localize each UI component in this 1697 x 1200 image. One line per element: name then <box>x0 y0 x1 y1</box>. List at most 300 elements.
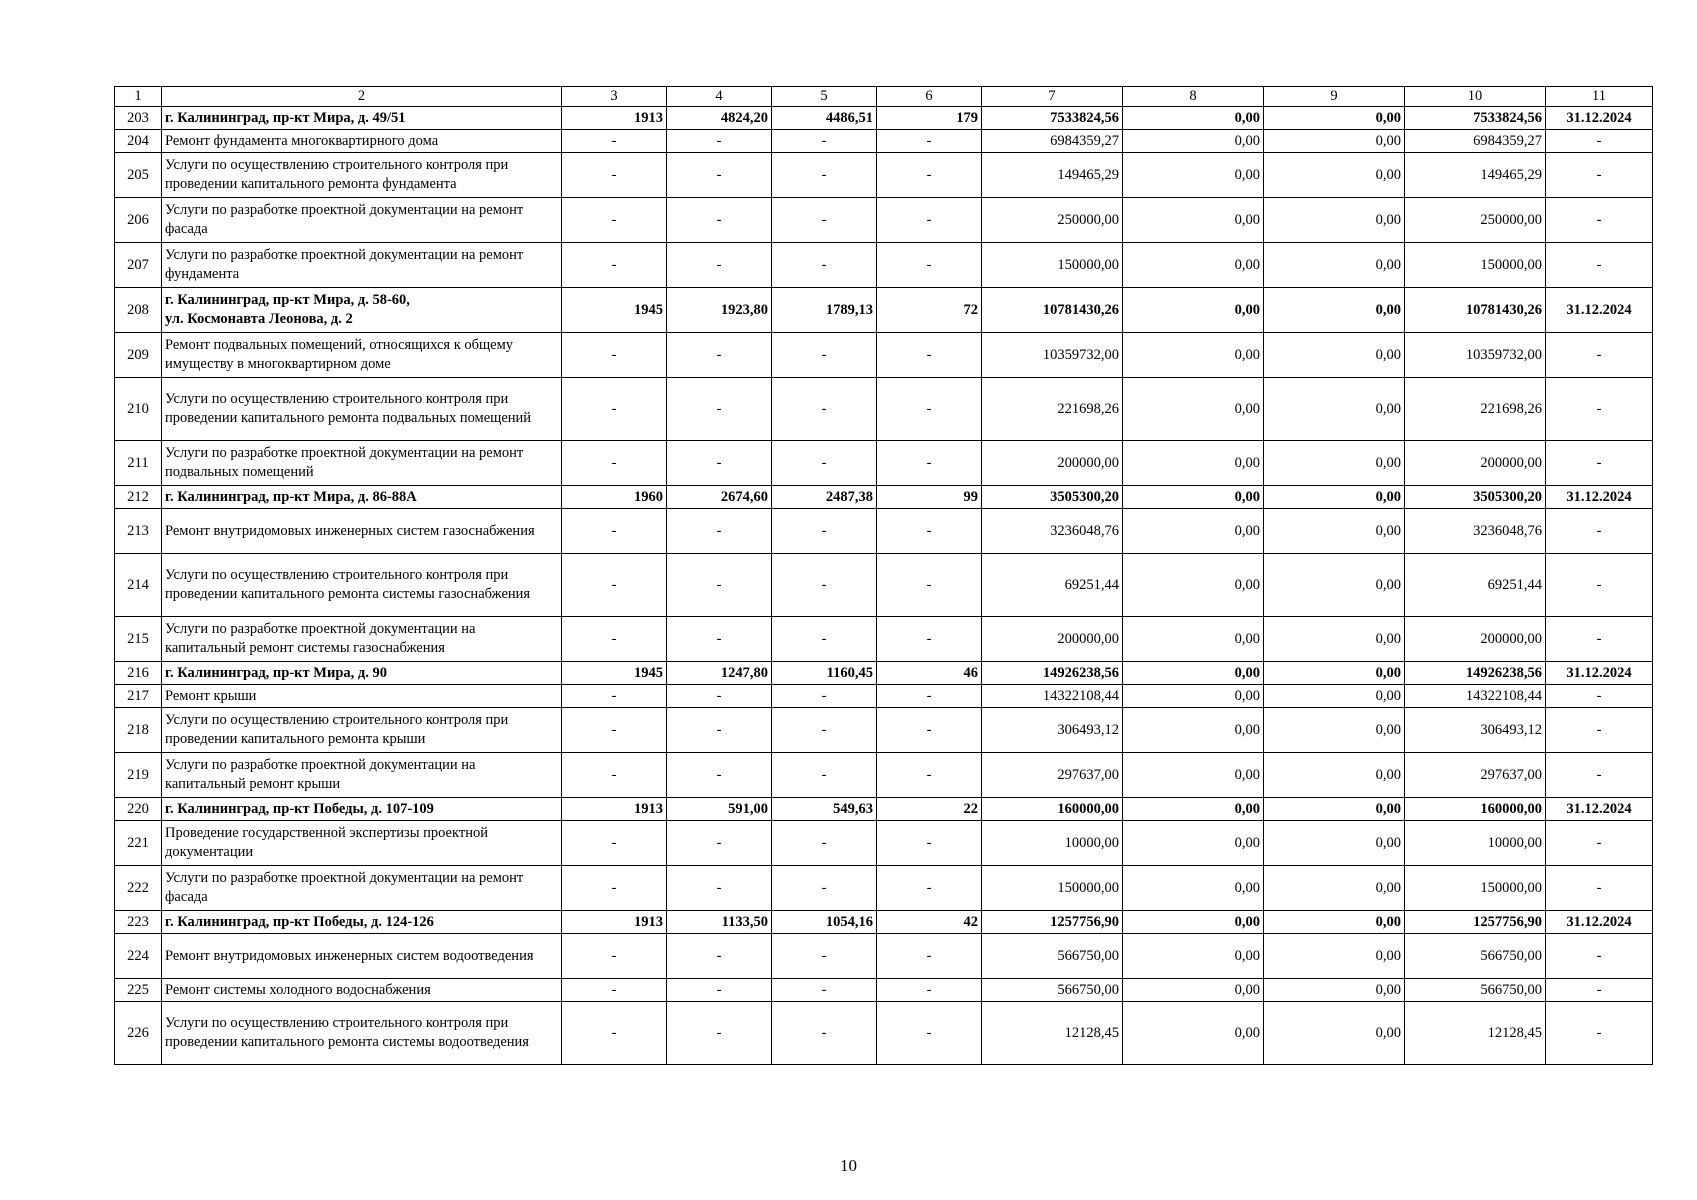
residents-cell: - <box>877 708 982 753</box>
fund-cost-8-cell: 0,00 <box>1123 934 1264 979</box>
total-cost-cell: 69251,44 <box>982 554 1123 617</box>
fund-cost-9-cell: 0,00 <box>1264 243 1405 288</box>
residents-cell: - <box>877 243 982 288</box>
total-cost-cell: 566750,00 <box>982 979 1123 1002</box>
item-name-cell: Ремонт фундамента многоквартирного дома <box>162 130 562 153</box>
work-item-row <box>115 153 1653 198</box>
build-year-cell: - <box>562 708 667 753</box>
fund-cost-8-cell: 0,00 <box>1123 198 1264 243</box>
work-item-row <box>115 617 1653 662</box>
fund-cost-8-cell: 0,00 <box>1123 798 1264 821</box>
living-area-cell: 2487,38 <box>772 486 877 509</box>
completion-date-cell: - <box>1546 153 1653 198</box>
owner-cost-cell: 14322108,44 <box>1405 685 1546 708</box>
owner-cost-cell: 69251,44 <box>1405 554 1546 617</box>
work-item-row <box>115 979 1653 1002</box>
address-row <box>115 911 1653 934</box>
item-name-cell: Ремонт крыши <box>162 685 562 708</box>
work-item-row <box>115 866 1653 911</box>
row-number-cell: 210 <box>115 378 162 441</box>
total-cost-cell: 1257756,90 <box>982 911 1123 934</box>
item-name-cell: Услуги по осуществлению строительного контроля при проведении капитального ремонта системы водоотведения <box>162 1002 562 1065</box>
completion-date-cell: - <box>1546 685 1653 708</box>
completion-date-cell: - <box>1546 333 1653 378</box>
total-cost-cell: 10000,00 <box>982 821 1123 866</box>
work-item-row <box>115 378 1653 441</box>
work-item-row <box>115 1002 1653 1065</box>
completion-date-cell: - <box>1546 441 1653 486</box>
total-cost-cell: 200000,00 <box>982 441 1123 486</box>
living-area-cell: - <box>772 509 877 554</box>
total-cost-cell: 160000,00 <box>982 798 1123 821</box>
header-cell-7: 7 <box>982 87 1123 107</box>
residents-cell: 99 <box>877 486 982 509</box>
fund-cost-8-cell: 0,00 <box>1123 979 1264 1002</box>
build-year-cell: 1960 <box>562 486 667 509</box>
fund-cost-9-cell: 0,00 <box>1264 153 1405 198</box>
work-item-row <box>115 130 1653 153</box>
work-item-row <box>115 198 1653 243</box>
work-item-row <box>115 708 1653 753</box>
owner-cost-cell: 10000,00 <box>1405 821 1546 866</box>
row-number-cell: 213 <box>115 509 162 554</box>
living-area-cell: - <box>772 198 877 243</box>
owner-cost-cell: 200000,00 <box>1405 617 1546 662</box>
total-area-cell: - <box>667 1002 772 1065</box>
owner-cost-cell: 221698,26 <box>1405 378 1546 441</box>
living-area-cell: - <box>772 441 877 486</box>
row-number-cell: 207 <box>115 243 162 288</box>
owner-cost-cell: 200000,00 <box>1405 441 1546 486</box>
completion-date-cell: - <box>1546 198 1653 243</box>
item-name-cell: г. Калининград, пр-кт Победы, д. 107-109 <box>162 798 562 821</box>
item-name-cell: Услуги по разработке проектной документации на ремонт фасада <box>162 198 562 243</box>
row-number-cell: 224 <box>115 934 162 979</box>
build-year-cell: - <box>562 441 667 486</box>
living-area-cell: - <box>772 685 877 708</box>
completion-date-cell: 31.12.2024 <box>1546 662 1653 685</box>
row-number-cell: 214 <box>115 554 162 617</box>
completion-date-cell: 31.12.2024 <box>1546 107 1653 130</box>
item-name-cell: Услуги по осуществлению строительного контроля при проведении капитального ремонта крыши <box>162 708 562 753</box>
build-year-cell: - <box>562 866 667 911</box>
living-area-cell: - <box>772 378 877 441</box>
total-cost-cell: 12128,45 <box>982 1002 1123 1065</box>
build-year-cell: 1913 <box>562 911 667 934</box>
total-area-cell: 1247,80 <box>667 662 772 685</box>
table-body <box>115 87 1653 1065</box>
row-number-cell: 205 <box>115 153 162 198</box>
fund-cost-9-cell: 0,00 <box>1264 979 1405 1002</box>
residents-cell: - <box>877 979 982 1002</box>
owner-cost-cell: 3505300,20 <box>1405 486 1546 509</box>
total-area-cell: - <box>667 753 772 798</box>
work-item-row <box>115 685 1653 708</box>
header-cell-6: 6 <box>877 87 982 107</box>
page-number: 10 <box>840 1156 857 1175</box>
work-item-row <box>115 753 1653 798</box>
living-area-cell: - <box>772 333 877 378</box>
fund-cost-9-cell: 0,00 <box>1264 1002 1405 1065</box>
total-cost-cell: 10359732,00 <box>982 333 1123 378</box>
total-cost-cell: 566750,00 <box>982 934 1123 979</box>
item-name-cell: Услуги по осуществлению строительного контроля при проведении капитального ремонта системы газоснабжения <box>162 554 562 617</box>
header-cell-1: 1 <box>115 87 162 107</box>
build-year-cell: - <box>562 509 667 554</box>
owner-cost-cell: 160000,00 <box>1405 798 1546 821</box>
total-cost-cell: 149465,29 <box>982 153 1123 198</box>
work-item-row <box>115 934 1653 979</box>
row-number-cell: 218 <box>115 708 162 753</box>
fund-cost-8-cell: 0,00 <box>1123 333 1264 378</box>
address-row <box>115 662 1653 685</box>
completion-date-cell: - <box>1546 753 1653 798</box>
item-name-cell: Услуги по разработке проектной документации на ремонт фасада <box>162 866 562 911</box>
header-cell-8: 8 <box>1123 87 1264 107</box>
build-year-cell: - <box>562 934 667 979</box>
fund-cost-9-cell: 0,00 <box>1264 107 1405 130</box>
total-area-cell: - <box>667 554 772 617</box>
owner-cost-cell: 1257756,90 <box>1405 911 1546 934</box>
fund-cost-9-cell: 0,00 <box>1264 288 1405 333</box>
fund-cost-8-cell: 0,00 <box>1123 378 1264 441</box>
build-year-cell: - <box>562 685 667 708</box>
residents-cell: - <box>877 378 982 441</box>
work-item-row <box>115 509 1653 554</box>
fund-cost-8-cell: 0,00 <box>1123 509 1264 554</box>
fund-cost-8-cell: 0,00 <box>1123 486 1264 509</box>
total-area-cell: 591,00 <box>667 798 772 821</box>
item-name-cell: г. Калининград, пр-кт Мира, д. 58-60, ул. Космонавта Леонова, д. 2 <box>162 288 562 333</box>
item-name-cell: Ремонт внутридомовых инженерных систем водоотведения <box>162 934 562 979</box>
work-item-row <box>115 333 1653 378</box>
row-number-cell: 206 <box>115 198 162 243</box>
build-year-cell: - <box>562 821 667 866</box>
owner-cost-cell: 297637,00 <box>1405 753 1546 798</box>
item-name-cell: Ремонт подвальных помещений, относящихся к общему имуществу в многоквартирном доме <box>162 333 562 378</box>
row-number-cell: 204 <box>115 130 162 153</box>
total-area-cell: - <box>667 685 772 708</box>
row-number-cell: 211 <box>115 441 162 486</box>
build-year-cell: - <box>562 333 667 378</box>
completion-date-cell: - <box>1546 821 1653 866</box>
residents-cell: - <box>877 554 982 617</box>
fund-cost-9-cell: 0,00 <box>1264 685 1405 708</box>
item-name-cell: Услуги по разработке проектной документации на ремонт подвальных помещений <box>162 441 562 486</box>
build-year-cell: - <box>562 378 667 441</box>
total-cost-cell: 10781430,26 <box>982 288 1123 333</box>
total-cost-cell: 14322108,44 <box>982 685 1123 708</box>
completion-date-cell: - <box>1546 243 1653 288</box>
total-area-cell: - <box>667 866 772 911</box>
living-area-cell: - <box>772 1002 877 1065</box>
header-cell-3: 3 <box>562 87 667 107</box>
fund-cost-9-cell: 0,00 <box>1264 509 1405 554</box>
item-name-cell: г. Калининград, пр-кт Мира, д. 86-88А <box>162 486 562 509</box>
total-area-cell: - <box>667 441 772 486</box>
item-name-cell: Ремонт системы холодного водоснабжения <box>162 979 562 1002</box>
owner-cost-cell: 150000,00 <box>1405 243 1546 288</box>
fund-cost-8-cell: 0,00 <box>1123 753 1264 798</box>
header-cell-10: 10 <box>1405 87 1546 107</box>
fund-cost-9-cell: 0,00 <box>1264 554 1405 617</box>
build-year-cell: - <box>562 1002 667 1065</box>
living-area-cell: - <box>772 243 877 288</box>
fund-cost-9-cell: 0,00 <box>1264 798 1405 821</box>
item-name-cell: г. Калининград, пр-кт Победы, д. 124-126 <box>162 911 562 934</box>
fund-cost-8-cell: 0,00 <box>1123 866 1264 911</box>
residents-cell: - <box>877 441 982 486</box>
build-year-cell: - <box>562 753 667 798</box>
owner-cost-cell: 150000,00 <box>1405 866 1546 911</box>
fund-cost-8-cell: 0,00 <box>1123 1002 1264 1065</box>
row-number-cell: 217 <box>115 685 162 708</box>
fund-cost-9-cell: 0,00 <box>1264 486 1405 509</box>
row-number-cell: 225 <box>115 979 162 1002</box>
residents-cell: - <box>877 153 982 198</box>
fund-cost-8-cell: 0,00 <box>1123 130 1264 153</box>
fund-cost-8-cell: 0,00 <box>1123 911 1264 934</box>
fund-cost-9-cell: 0,00 <box>1264 198 1405 243</box>
header-cell-9: 9 <box>1264 87 1405 107</box>
owner-cost-cell: 149465,29 <box>1405 153 1546 198</box>
total-area-cell: - <box>667 934 772 979</box>
total-area-cell: 1133,50 <box>667 911 772 934</box>
row-number-cell: 220 <box>115 798 162 821</box>
total-cost-cell: 250000,00 <box>982 198 1123 243</box>
total-area-cell: - <box>667 198 772 243</box>
fund-cost-9-cell: 0,00 <box>1264 708 1405 753</box>
header-row <box>115 87 1653 107</box>
build-year-cell: - <box>562 243 667 288</box>
total-cost-cell: 3505300,20 <box>982 486 1123 509</box>
fund-cost-8-cell: 0,00 <box>1123 821 1264 866</box>
completion-date-cell: 31.12.2024 <box>1546 911 1653 934</box>
completion-date-cell: 31.12.2024 <box>1546 486 1653 509</box>
row-number-cell: 203 <box>115 107 162 130</box>
fund-cost-9-cell: 0,00 <box>1264 821 1405 866</box>
total-area-cell: - <box>667 617 772 662</box>
fund-cost-8-cell: 0,00 <box>1123 662 1264 685</box>
completion-date-cell: 31.12.2024 <box>1546 288 1653 333</box>
total-cost-cell: 306493,12 <box>982 708 1123 753</box>
completion-date-cell: - <box>1546 617 1653 662</box>
work-item-row <box>115 554 1653 617</box>
fund-cost-8-cell: 0,00 <box>1123 685 1264 708</box>
row-number-cell: 212 <box>115 486 162 509</box>
living-area-cell: - <box>772 821 877 866</box>
build-year-cell: - <box>562 198 667 243</box>
fund-cost-8-cell: 0,00 <box>1123 617 1264 662</box>
row-number-cell: 221 <box>115 821 162 866</box>
build-year-cell: - <box>562 979 667 1002</box>
total-area-cell: - <box>667 509 772 554</box>
build-year-cell: 1945 <box>562 288 667 333</box>
total-cost-cell: 7533824,56 <box>982 107 1123 130</box>
build-year-cell: - <box>562 554 667 617</box>
residents-cell: - <box>877 509 982 554</box>
living-area-cell: - <box>772 617 877 662</box>
total-cost-cell: 14926238,56 <box>982 662 1123 685</box>
header-cell-11: 11 <box>1546 87 1653 107</box>
row-number-cell: 208 <box>115 288 162 333</box>
work-item-row <box>115 821 1653 866</box>
header-cell-2: 2 <box>162 87 562 107</box>
fund-cost-9-cell: 0,00 <box>1264 934 1405 979</box>
fund-cost-9-cell: 0,00 <box>1264 617 1405 662</box>
completion-date-cell: - <box>1546 130 1653 153</box>
total-area-cell: - <box>667 333 772 378</box>
fund-cost-9-cell: 0,00 <box>1264 378 1405 441</box>
item-name-cell: г. Калининград, пр-кт Мира, д. 49/51 <box>162 107 562 130</box>
row-number-cell: 215 <box>115 617 162 662</box>
address-row <box>115 486 1653 509</box>
total-cost-cell: 6984359,27 <box>982 130 1123 153</box>
work-item-row <box>115 441 1653 486</box>
living-area-cell: 4486,51 <box>772 107 877 130</box>
item-name-cell: Услуги по разработке проектной документации на ремонт фундамента <box>162 243 562 288</box>
owner-cost-cell: 14926238,56 <box>1405 662 1546 685</box>
fund-cost-9-cell: 0,00 <box>1264 441 1405 486</box>
address-row <box>115 798 1653 821</box>
living-area-cell: - <box>772 979 877 1002</box>
build-year-cell: - <box>562 130 667 153</box>
residents-cell: 42 <box>877 911 982 934</box>
owner-cost-cell: 306493,12 <box>1405 708 1546 753</box>
residents-cell: - <box>877 333 982 378</box>
residents-cell: - <box>877 753 982 798</box>
total-area-cell: 4824,20 <box>667 107 772 130</box>
row-number-cell: 223 <box>115 911 162 934</box>
header-cell-4: 4 <box>667 87 772 107</box>
owner-cost-cell: 6984359,27 <box>1405 130 1546 153</box>
total-cost-cell: 297637,00 <box>982 753 1123 798</box>
fund-cost-8-cell: 0,00 <box>1123 708 1264 753</box>
completion-date-cell: - <box>1546 378 1653 441</box>
completion-date-cell: - <box>1546 1002 1653 1065</box>
owner-cost-cell: 10359732,00 <box>1405 333 1546 378</box>
completion-date-cell: - <box>1546 866 1653 911</box>
item-name-cell: Услуги по разработке проектной документации на капитальный ремонт системы газоснабжения <box>162 617 562 662</box>
fund-cost-9-cell: 0,00 <box>1264 333 1405 378</box>
completion-date-cell: 31.12.2024 <box>1546 798 1653 821</box>
living-area-cell: 549,63 <box>772 798 877 821</box>
fund-cost-9-cell: 0,00 <box>1264 130 1405 153</box>
living-area-cell: - <box>772 866 877 911</box>
completion-date-cell: - <box>1546 979 1653 1002</box>
build-year-cell: - <box>562 153 667 198</box>
work-program-table <box>114 86 1653 1065</box>
completion-date-cell: - <box>1546 708 1653 753</box>
living-area-cell: 1160,45 <box>772 662 877 685</box>
fund-cost-9-cell: 0,00 <box>1264 911 1405 934</box>
item-name-cell: Услуги по разработке проектной документации на капитальный ремонт крыши <box>162 753 562 798</box>
work-item-row <box>115 243 1653 288</box>
item-name-cell: Ремонт внутридомовых инженерных систем газоснабжения <box>162 509 562 554</box>
residents-cell: - <box>877 934 982 979</box>
row-number-cell: 209 <box>115 333 162 378</box>
owner-cost-cell: 7533824,56 <box>1405 107 1546 130</box>
owner-cost-cell: 566750,00 <box>1405 979 1546 1002</box>
total-area-cell: - <box>667 153 772 198</box>
living-area-cell: - <box>772 554 877 617</box>
total-cost-cell: 150000,00 <box>982 866 1123 911</box>
owner-cost-cell: 566750,00 <box>1405 934 1546 979</box>
residents-cell: - <box>877 198 982 243</box>
fund-cost-8-cell: 0,00 <box>1123 243 1264 288</box>
total-area-cell: - <box>667 130 772 153</box>
residents-cell: - <box>877 821 982 866</box>
total-area-cell: - <box>667 243 772 288</box>
row-number-cell: 222 <box>115 866 162 911</box>
build-year-cell: 1913 <box>562 798 667 821</box>
living-area-cell: 1789,13 <box>772 288 877 333</box>
item-name-cell: Проведение государственной экспертизы проектной документации <box>162 821 562 866</box>
total-area-cell: 1923,80 <box>667 288 772 333</box>
residents-cell: - <box>877 1002 982 1065</box>
residents-cell: 46 <box>877 662 982 685</box>
address-row <box>115 107 1653 130</box>
living-area-cell: - <box>772 934 877 979</box>
header-cell-5: 5 <box>772 87 877 107</box>
build-year-cell: 1913 <box>562 107 667 130</box>
living-area-cell: - <box>772 708 877 753</box>
total-cost-cell: 221698,26 <box>982 378 1123 441</box>
completion-date-cell: - <box>1546 554 1653 617</box>
residents-cell: - <box>877 866 982 911</box>
total-area-cell: - <box>667 821 772 866</box>
total-area-cell: - <box>667 378 772 441</box>
fund-cost-8-cell: 0,00 <box>1123 107 1264 130</box>
total-area-cell: - <box>667 979 772 1002</box>
fund-cost-8-cell: 0,00 <box>1123 441 1264 486</box>
row-number-cell: 219 <box>115 753 162 798</box>
completion-date-cell: - <box>1546 509 1653 554</box>
row-number-cell: 226 <box>115 1002 162 1065</box>
fund-cost-9-cell: 0,00 <box>1264 753 1405 798</box>
living-area-cell: - <box>772 753 877 798</box>
address-row <box>115 288 1653 333</box>
row-number-cell: 216 <box>115 662 162 685</box>
build-year-cell: 1945 <box>562 662 667 685</box>
fund-cost-9-cell: 0,00 <box>1264 866 1405 911</box>
residents-cell: - <box>877 130 982 153</box>
living-area-cell: - <box>772 153 877 198</box>
total-cost-cell: 200000,00 <box>982 617 1123 662</box>
item-name-cell: г. Калининград, пр-кт Мира, д. 90 <box>162 662 562 685</box>
item-name-cell: Услуги по осуществлению строительного контроля при проведении капитального ремонта фундамента <box>162 153 562 198</box>
owner-cost-cell: 12128,45 <box>1405 1002 1546 1065</box>
fund-cost-8-cell: 0,00 <box>1123 288 1264 333</box>
build-year-cell: - <box>562 617 667 662</box>
living-area-cell: - <box>772 130 877 153</box>
item-name-cell: Услуги по осуществлению строительного контроля при проведении капитального ремонта подвальных помещений <box>162 378 562 441</box>
total-area-cell: - <box>667 708 772 753</box>
fund-cost-8-cell: 0,00 <box>1123 554 1264 617</box>
residents-cell: - <box>877 685 982 708</box>
residents-cell: 22 <box>877 798 982 821</box>
total-cost-cell: 150000,00 <box>982 243 1123 288</box>
total-area-cell: 2674,60 <box>667 486 772 509</box>
residents-cell: 72 <box>877 288 982 333</box>
residents-cell: 179 <box>877 107 982 130</box>
owner-cost-cell: 10781430,26 <box>1405 288 1546 333</box>
owner-cost-cell: 250000,00 <box>1405 198 1546 243</box>
fund-cost-8-cell: 0,00 <box>1123 153 1264 198</box>
residents-cell: - <box>877 617 982 662</box>
living-area-cell: 1054,16 <box>772 911 877 934</box>
total-cost-cell: 3236048,76 <box>982 509 1123 554</box>
